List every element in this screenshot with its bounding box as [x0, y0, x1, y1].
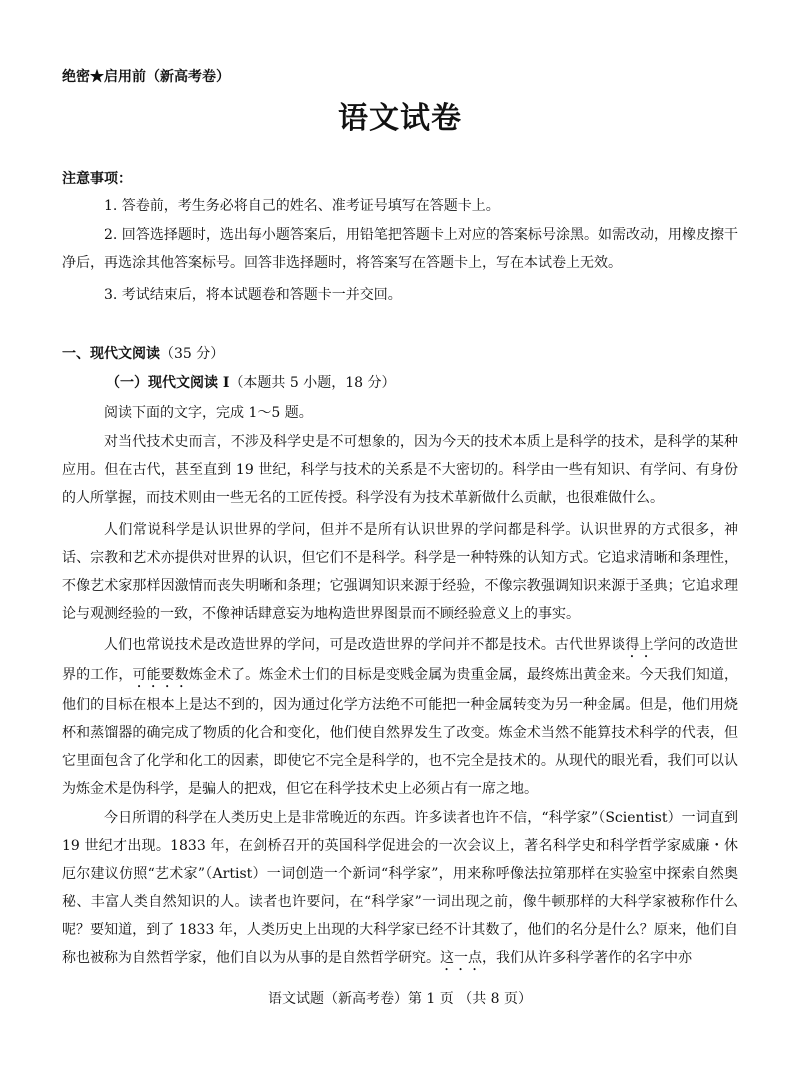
- emphasis-text: 这一点: [440, 950, 482, 966]
- notice-item-2: 2. 回答选择题时，选出每小题答案后，用铅笔把答题卡上对应的答案标号涂黑。如需改动，用橡皮擦干净后，再选涂其他答案标号。回答非选择题时，将答案写在答题卡上，写在本试卷上无效。: [62, 227, 738, 271]
- emphasis-text: 得上: [625, 637, 654, 653]
- sub-section-heading: [106, 372, 396, 392]
- paragraph-3-part-b: 学问的改造世界的工作，: [62, 637, 739, 683]
- emphasis-text: 可能要数: [132, 667, 189, 683]
- page-title: 语文试卷: [338, 101, 462, 136]
- reading-instruction: 阅读下面的文字，完成 1～5 题。: [104, 405, 313, 421]
- paragraph-3-part-a: 人们也常说技术是改造世界的学问，可是改造世界的学问并不都是技术。古代世界谈: [104, 637, 626, 653]
- notice-item-3: 3. 考试结束后，将本试题卷和答题卡一并交回。: [104, 287, 402, 303]
- page-footer: 语文试题（新高考卷）第 1 页 （共 8 页）: [267, 991, 533, 1007]
- section-score: （35 分）: [160, 346, 225, 362]
- passage-paragraph-3: [62, 631, 738, 803]
- confidential-label: 绝密★启用前（新高考卷）: [62, 69, 230, 85]
- passage-paragraph-4: [62, 804, 738, 974]
- paragraph-4-part-b: ，我们从许多科学著作的名字中亦: [482, 950, 692, 966]
- section-heading: [62, 343, 224, 363]
- paragraph-3-part-c: 炼金术了。炼金术士们的目标是变贱金属为贵重金属，最终炼出黄金来。今天我们知道，他们的目标在根本上是达不到的，因为通过化学方法绝不可能把一种金属转变为另一种金属。但是，他们用烧杯和蒸馏器的确完成了物质的化合和变化，他们使自然界发生了改变。炼金术当然不能算技术科学的代表，但它里面包含了化学和化工的因素，即使它不完全是科学的，也不完全是技术的。从现代的眼光看，我们可以认为炼金术是伪科学，是骗人的把戏，但它在科学技术史上必须占有一席之地。: [62, 667, 739, 797]
- notice-heading: 注意事项：: [62, 171, 132, 187]
- notice-item-1: 1. 答卷前，考生务必将自己的姓名、准考证号填写在答题卡上。: [104, 198, 500, 214]
- paragraph-4-part-a: 今日所谓的科学在人类历史上是非常晚近的东西。许多读者也许不信，“科学家”（Scientist）一词直到 19 世纪才出现。1833 年，在剑桥召开的英国科学促进会的一次会议上，著名科学史和科学哲学家威廉・休厄尔建议仿照“艺术家”（Artist）一词创造一个新词“科学家”，用来称呼像法拉第那样在实验室中探索自然奥秘、丰富人类自然知识的人。读者也许要问，在“科学家”一词出现之前，像牛顿那样的大科学家被称作什么呢？要知道，到了 1833 年，人类历史上出现的大科学家已经不计其数了，他们的名分是什么？原来，他们自称也被称为自然哲学家，他们自以为从事的是自然哲学研究。: [62, 810, 738, 966]
- section-heading-text: 一、现代文阅读: [62, 346, 160, 362]
- passage-paragraph-2: 人们常说科学是认识世界的学问，但并不是所有认识世界的学问都是科学。认识世界的方式很多，神话、宗教和艺术亦提供对世界的认识，但它们不是科学。科学是一种特殊的认知方式。它追求清晰和条理性，不像艺术家那样因激情而丧失明晰和条理；它强调知识来源于经验，不像宗教强调知识来源于圣典；它追求理论与观测经验的一致，不像神话肆意妄为地构造世界图景而不顾经验意义上的事实。: [62, 522, 738, 622]
- sub-section-title: （一）现代文阅读 I: [106, 375, 230, 391]
- sub-section-note: （本题共 5 小题，18 分）: [229, 375, 396, 391]
- passage-paragraph-1: 对当代技术史而言，不涉及科学史是不可想象的，因为今天的技术本质上是科学的技术，是科学的某种应用。但在古代，甚至直到 19 世纪，科学与技术的关系是不大密切的。科学由一些有知识、有学问、有身份的人所掌握，而技术则由一些无名的工匠传授。科学没有为技术革新做什么贡献，也很难做什么。: [62, 434, 738, 506]
